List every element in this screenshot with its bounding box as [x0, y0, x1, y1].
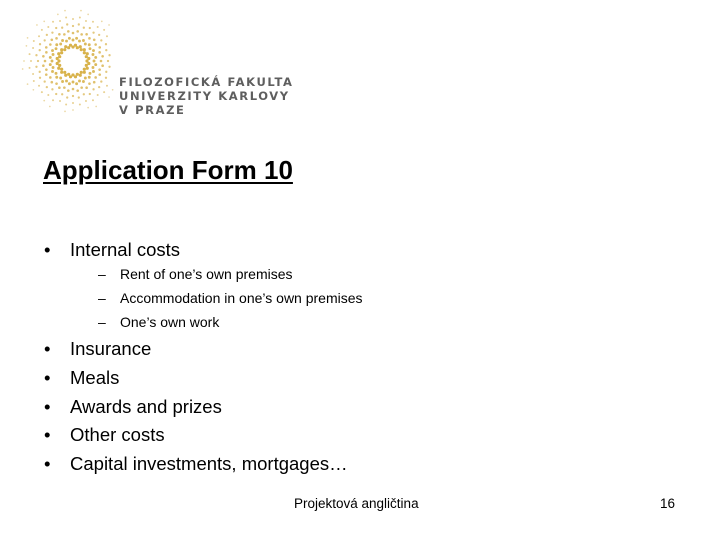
sun-dot [92, 66, 95, 69]
sun-dot [52, 21, 54, 23]
sun-dot [87, 14, 89, 16]
sun-dot [80, 10, 82, 12]
sun-dot [78, 23, 80, 25]
sun-dot [35, 66, 37, 68]
sun-dot [105, 43, 107, 45]
sun-dot [88, 43, 91, 46]
sun-dot [108, 24, 110, 26]
sun-dot [65, 103, 67, 105]
sun-dot [83, 68, 86, 71]
sun-dot [45, 51, 48, 54]
sun-dot [58, 33, 61, 36]
sun-dot [83, 93, 85, 95]
sun-dot [89, 47, 92, 50]
sun-dot [57, 52, 60, 55]
sun-dot [80, 48, 83, 51]
sun-dot [103, 91, 105, 93]
sun-dot [85, 20, 87, 22]
sun-dot [79, 74, 82, 77]
sun-dot [80, 86, 83, 89]
bullet-label: Capital investments, mortgages… [70, 453, 348, 474]
sun-dot [87, 57, 90, 60]
sun-dot [55, 93, 57, 95]
bullet-label: Insurance [70, 338, 152, 359]
sun-dot [108, 54, 110, 56]
sun-dot [60, 48, 63, 51]
bullet-label: Other costs [70, 424, 165, 445]
sun-dot [68, 37, 71, 40]
sun-dot [39, 77, 41, 79]
sun-dot [67, 73, 70, 76]
sun-dot [43, 21, 45, 23]
university-logo [18, 6, 294, 117]
sun-dot [75, 82, 78, 85]
sun-dot [103, 29, 105, 31]
sun-dot [51, 49, 54, 52]
sun-dot [52, 99, 54, 101]
sun-dot [46, 34, 48, 36]
sun-dot [37, 60, 39, 62]
sun-dot [38, 35, 40, 37]
sun-dot [36, 24, 38, 26]
sun-dot [42, 64, 45, 67]
sun-dot [105, 71, 107, 73]
sun-dot [23, 60, 25, 62]
sun-dot [30, 60, 32, 62]
sun-dot [79, 17, 81, 19]
sun-dot [88, 37, 91, 40]
sun-dot [84, 77, 87, 80]
sun-dot [78, 40, 81, 43]
sun-dot [32, 73, 34, 75]
sun-dot [55, 72, 58, 75]
sun-dot [92, 32, 94, 34]
sun-dot [65, 17, 67, 19]
bullet-icon: • [44, 424, 51, 445]
sun-dot [72, 25, 74, 27]
sun-dot [87, 107, 89, 109]
sun-dot [72, 81, 75, 84]
bullet-icon: • [44, 239, 51, 260]
sun-dot [83, 51, 86, 54]
sun-dot [78, 80, 81, 83]
sun-dot [42, 55, 45, 58]
sun-dot [50, 38, 53, 41]
sun-dot [55, 37, 58, 40]
sun-dot [57, 14, 59, 16]
sun-dot [39, 49, 41, 51]
sun-dot [59, 100, 61, 102]
sun-dot [92, 53, 95, 56]
sun-dot [49, 76, 52, 79]
bullet-label: Awards and prizes [70, 396, 222, 417]
sun-dot [47, 94, 49, 96]
sun-dot [94, 56, 97, 59]
logo-text [119, 75, 294, 117]
sun-dot [72, 102, 74, 104]
sun-dot [85, 64, 88, 67]
sun-dot [59, 77, 62, 80]
sun-dot [97, 94, 99, 96]
sun-dot [33, 40, 35, 42]
sun-dot [49, 43, 52, 46]
sun-dot [83, 71, 86, 74]
sun-dot [51, 88, 53, 90]
sun-dot [93, 38, 96, 41]
footer-text: Projektová angličtina [294, 496, 419, 511]
page-number: 16 [660, 496, 676, 511]
sun-dot [86, 67, 89, 70]
sun-dot [97, 26, 99, 28]
sun-dot [43, 100, 45, 102]
sun-dot [58, 55, 61, 58]
sun-dot [83, 27, 85, 29]
sun-dot [108, 66, 110, 68]
sun-dot [101, 64, 104, 67]
sun-dot [101, 55, 104, 58]
sun-dot [63, 86, 66, 89]
sun-dot [67, 30, 70, 33]
sun-dot [41, 29, 43, 31]
sun-dot [92, 88, 94, 90]
sun-dot [32, 47, 34, 49]
sun-dot [26, 45, 28, 47]
sun-dot [51, 70, 54, 73]
sun-dot [89, 93, 91, 95]
sun-dot [61, 80, 64, 83]
sun-dot [89, 72, 92, 75]
sun-dot [59, 43, 62, 46]
sun-dot [52, 66, 55, 69]
sun-dot [106, 85, 108, 87]
sun-dot [92, 70, 95, 73]
sun-dot [29, 67, 31, 69]
sun-dot [105, 77, 107, 79]
sun-dot [27, 37, 29, 39]
sun-dot [85, 33, 88, 36]
sun-dot [86, 52, 89, 55]
sun-dot [64, 111, 66, 113]
sun-dot [100, 60, 103, 63]
sun-dot [22, 68, 24, 70]
sun-dot [46, 86, 48, 88]
sun-dot [57, 67, 60, 70]
sun-dot [33, 80, 35, 82]
sun-dot [93, 81, 96, 84]
sun-dot [95, 106, 97, 108]
sun-dot [79, 103, 81, 105]
sun-dot [49, 106, 51, 108]
sun-dot [72, 39, 75, 42]
bullet-icon: • [44, 453, 51, 474]
sun-dot [55, 76, 58, 79]
sun-dot [45, 73, 48, 76]
sun-dot [44, 60, 47, 63]
bullet-icon: • [44, 396, 51, 417]
sun-dot [93, 60, 96, 63]
bullet-label: Meals [70, 367, 120, 388]
sun-dot [89, 27, 91, 29]
sun-dot [98, 46, 101, 49]
sun-dot [108, 96, 110, 98]
bullet-icon: • [44, 338, 51, 359]
sun-dot [72, 109, 74, 111]
sun-dot [92, 99, 94, 101]
sun-dot [68, 82, 71, 85]
sun-dot [63, 33, 66, 36]
sun-dot [85, 86, 88, 89]
sun-dot [49, 63, 52, 66]
sun-dot [76, 89, 79, 92]
sun-dot [55, 47, 58, 50]
sun-dot [60, 71, 63, 74]
sun-dot [72, 88, 75, 91]
sun-dot [101, 21, 103, 23]
sun-dot [92, 21, 94, 23]
sun-dot [94, 43, 97, 46]
dash-icon: – [98, 266, 106, 282]
sun-dot [98, 86, 100, 88]
bullet-icon: • [44, 367, 51, 388]
sun-dot [80, 71, 83, 74]
sun-dot [94, 76, 97, 79]
sun-dot [92, 49, 95, 52]
logo-line-1: FILOZOFICKÁ FAKULTA [119, 75, 294, 89]
sun-dot [98, 73, 101, 76]
sun-dot [98, 51, 101, 54]
sun-dot [98, 34, 100, 36]
sun-dot [33, 89, 35, 91]
sun-dot [55, 43, 58, 46]
sun-dot [107, 60, 109, 62]
sun-dot [72, 95, 74, 97]
sun-dot [83, 48, 86, 51]
slide-title: Application Form 10 [43, 155, 293, 185]
sun-dot [39, 43, 41, 45]
sun-dot [41, 91, 43, 93]
sub-item-label: Rent of one’s own premises [120, 266, 293, 282]
sun-dot [75, 37, 78, 40]
sun-dot [64, 74, 67, 77]
sun-dot [61, 93, 63, 95]
sun-dot [67, 89, 70, 92]
sun-dot [60, 68, 63, 71]
sun-dot [44, 80, 46, 82]
sun-dot [60, 51, 63, 54]
sun-dot [49, 56, 52, 59]
sun-dot [50, 81, 53, 84]
sun-dot [82, 80, 85, 83]
sun-dot [47, 26, 49, 28]
sun-dot [65, 40, 68, 43]
sun-dot [88, 76, 91, 79]
sun-dot [63, 71, 66, 74]
sun-dot [35, 54, 37, 56]
sun-dot [106, 35, 108, 37]
sun-dot [72, 18, 74, 20]
sun-dot [63, 48, 66, 51]
sun-dot [55, 82, 58, 85]
dash-icon: – [98, 290, 106, 306]
sun-dot [72, 32, 75, 35]
sun-dot [88, 82, 91, 85]
sun-logo-icon [18, 6, 128, 116]
sun-dot [29, 53, 31, 55]
logo-line-2: UNIVERZITY KARLOVY [119, 89, 290, 103]
sun-dot [94, 63, 97, 66]
sun-dot [55, 27, 57, 29]
sun-dot [64, 10, 66, 12]
sun-dot [51, 60, 54, 63]
sun-dot [27, 83, 29, 85]
dash-icon: – [98, 314, 106, 330]
logo-line-3: V PRAZE [119, 103, 186, 117]
sun-dot [58, 86, 61, 89]
sub-item-label: One’s own work [120, 314, 220, 330]
sun-dot [66, 23, 68, 25]
sun-dot [65, 80, 68, 83]
sun-dot [61, 39, 64, 42]
sun-dot [76, 46, 79, 49]
sub-item-label: Accommodation in one’s own premises [120, 290, 363, 306]
sun-dot [82, 39, 85, 42]
sun-dot [112, 89, 114, 91]
sun-dot [45, 46, 48, 49]
sun-dot [84, 43, 87, 46]
sun-dot [80, 33, 83, 36]
sun-dot [44, 39, 46, 41]
sun-dot [52, 53, 55, 56]
sun-dot [61, 27, 63, 29]
bullet-label: Internal costs [70, 239, 181, 260]
sun-dot [100, 39, 102, 41]
sun-dot [51, 32, 53, 34]
sun-dot [39, 71, 41, 73]
sun-dot [64, 45, 67, 48]
sun-dot [78, 96, 80, 98]
sun-dot [66, 96, 68, 98]
sun-dot [105, 49, 107, 51]
sun-dot [76, 30, 79, 33]
sun-dot [45, 68, 48, 71]
sun-dot [98, 68, 101, 71]
sun-dot [100, 80, 102, 82]
sun-dot [85, 100, 87, 102]
sun-dot [79, 45, 82, 48]
sun-dot [38, 85, 40, 87]
sun-dot [59, 20, 61, 22]
